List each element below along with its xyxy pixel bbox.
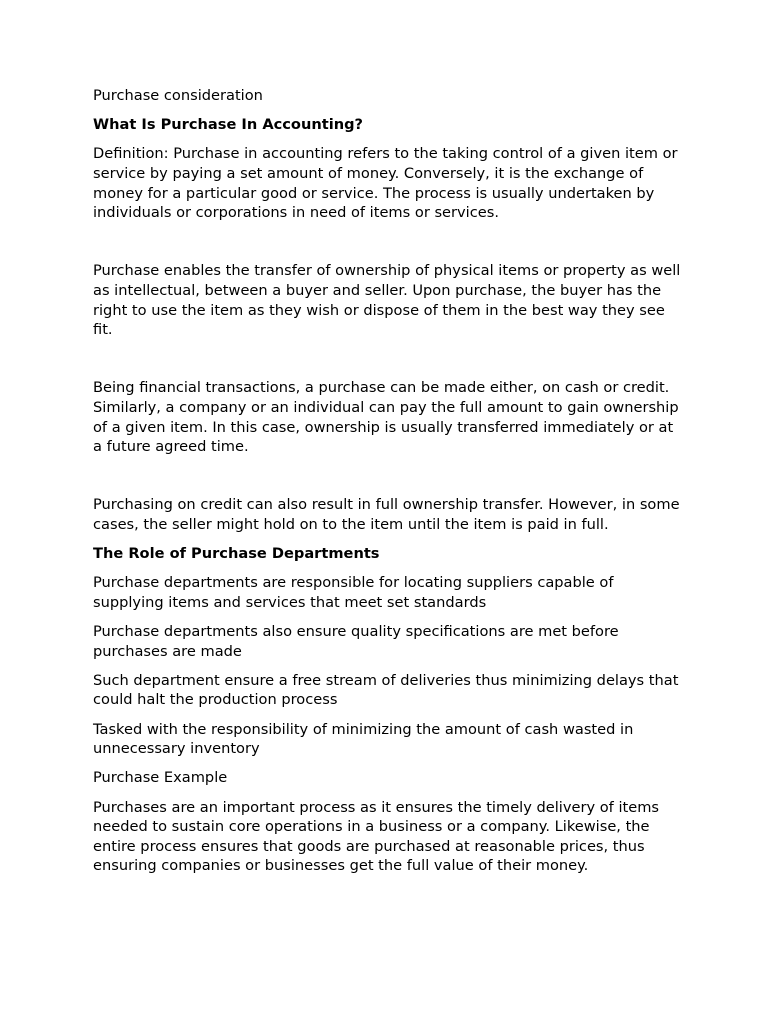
paragraph-deliveries: Such department ensure a free stream of deliveries thus minimizing delays that could halt the production process <box>93 671 679 709</box>
paragraph-inventory: Tasked with the responsibility of minimizing the amount of cash wasted in unnecessary inventory <box>93 720 634 758</box>
blank-line <box>93 349 683 378</box>
section-heading-purchase-in-accounting: What Is Purchase In Accounting? <box>93 116 364 134</box>
document-title: Purchase consideration <box>93 87 263 104</box>
paragraph-cash-or-credit: Being financial transactions, a purchase can be made either, on cash or credit. Similarly, a company or an individual can pay the full amount to gain ownership of a given item. In this case, ownership is usually transferred immediately or at a future agreed time. <box>93 379 679 456</box>
paragraph-credit-ownership: Purchasing on credit can also result in full ownership transfer. However, in some cases, the seller might hold on to the item until the item is paid in full. <box>93 496 680 533</box>
paragraph-quality-specifications: Purchase departments also ensure quality specifications are met before purchases are made <box>93 623 619 660</box>
subheading-purchase-example: Purchase Example <box>93 769 228 787</box>
blank-line <box>93 232 683 261</box>
section-heading-purchase-departments: The Role of Purchase Departments <box>93 545 380 563</box>
paragraph-locating-suppliers: Purchase departments are responsible for locating suppliers capable of supplying items and services that meet set standards <box>93 574 614 611</box>
document-page <box>93 86 683 886</box>
paragraph-ownership-transfer: Purchase enables the transfer of ownership of physical items or property as well as intellectual, between a buyer and seller. Upon purchase, the buyer has the right to use the item as they wish or dispose of them in the best way they see fit. <box>93 262 681 339</box>
paragraph-purchase-example: Purchases are an important process as it ensures the timely delivery of items needed to sustain core operations in a business or a company. Likewise, the entire process ensures that goods are purchased at reasonable prices, thus ensuring companies or businesses get the full value of their money. <box>93 798 660 875</box>
paragraph-definition: Definition: Purchase in accounting refers to the taking control of a given item or service by paying a set amount of money. Conversely, it is the exchange of money for a particular good or service. The process is usually undertaken by individuals or corporations in need of items or services. <box>93 145 678 222</box>
blank-line <box>93 466 683 495</box>
